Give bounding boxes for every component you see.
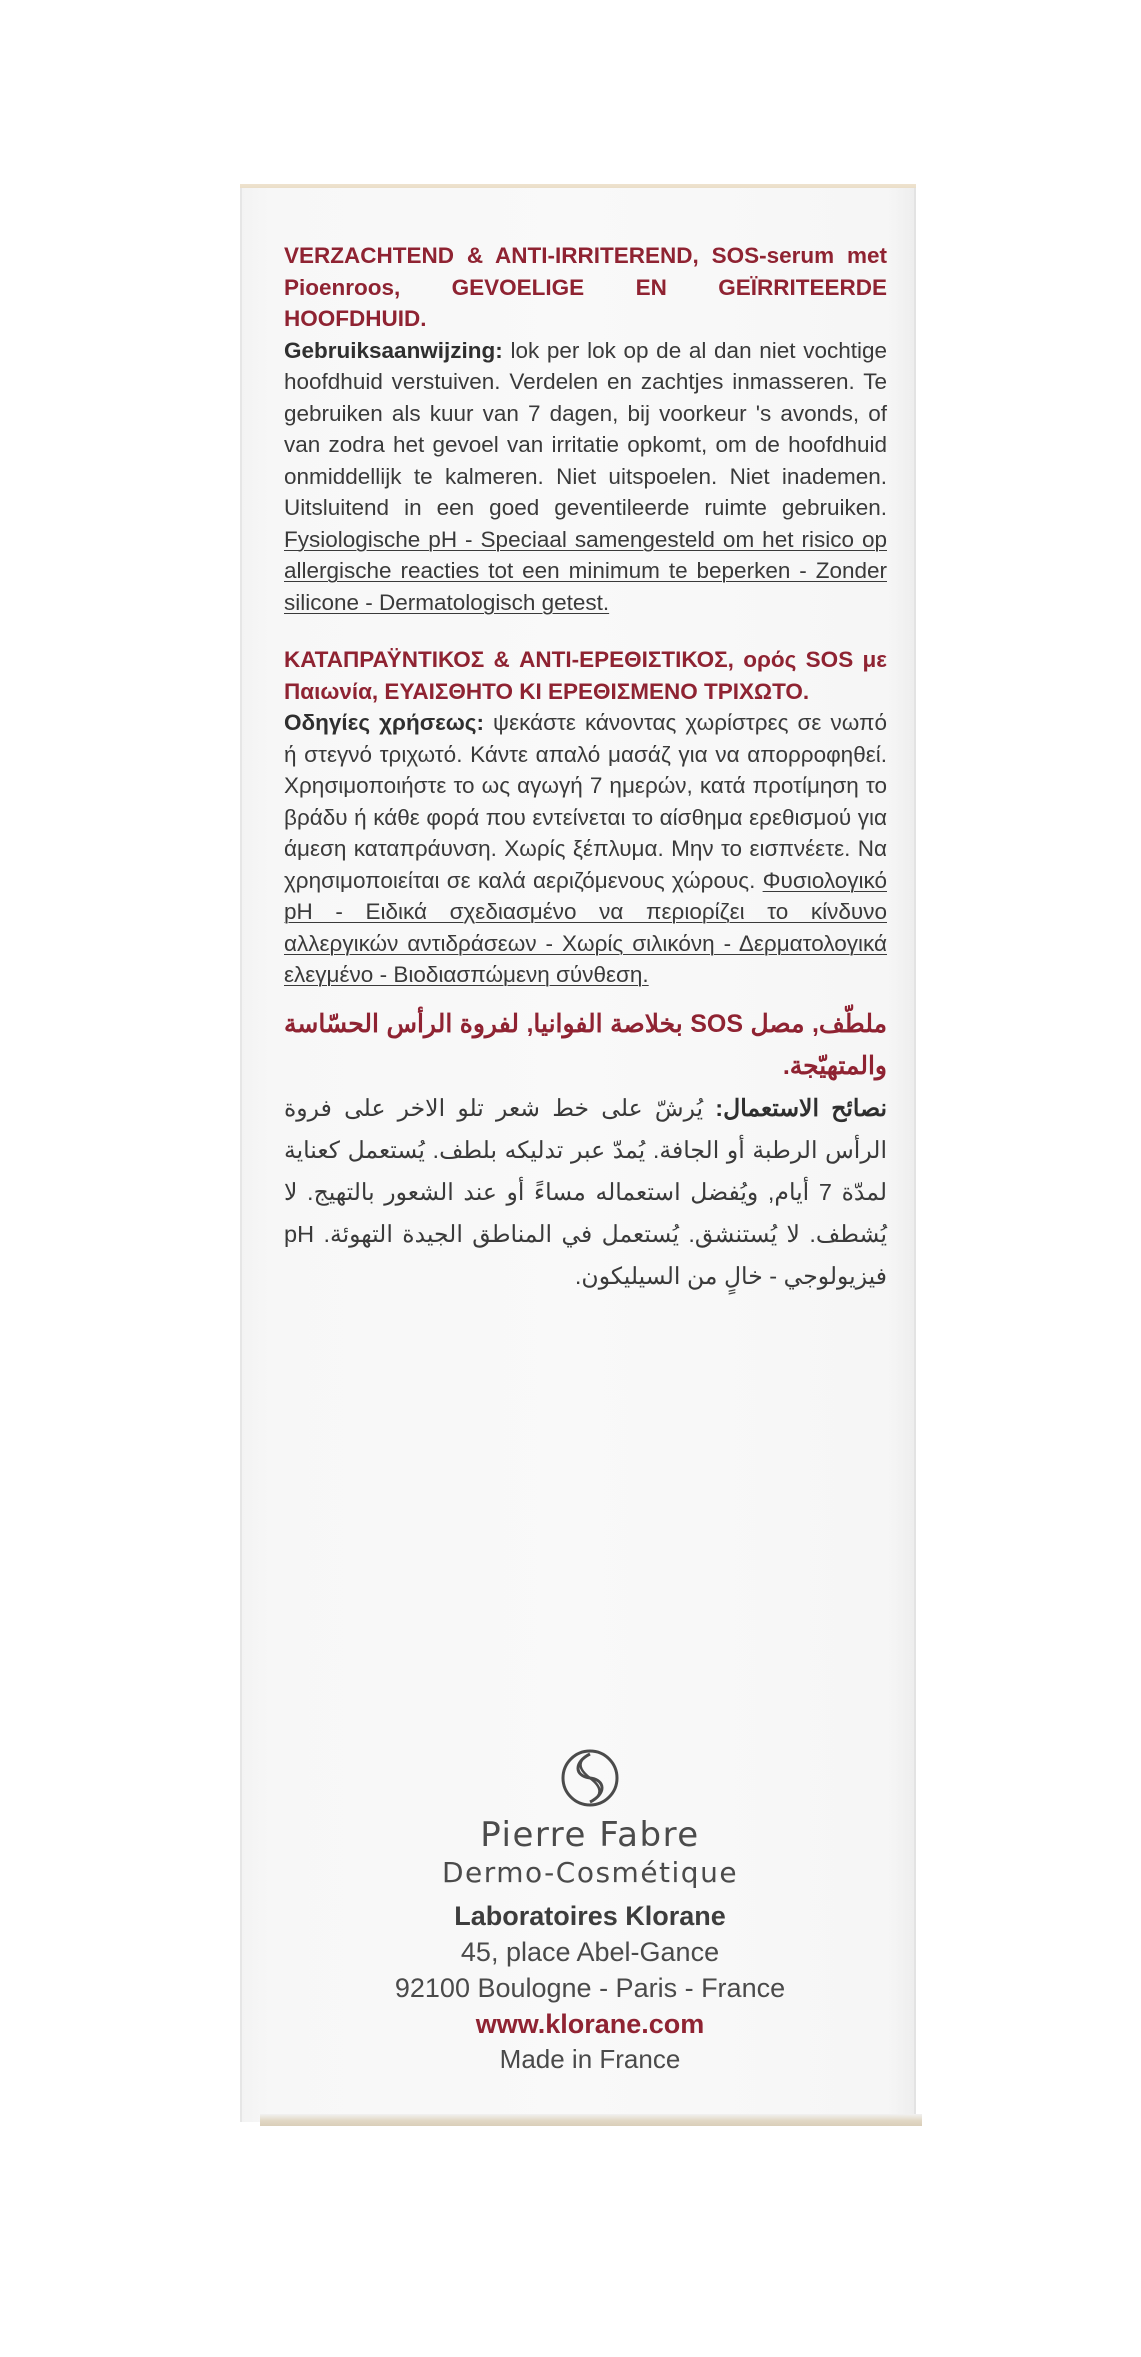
brand-name: Pierre Fabre	[480, 1815, 700, 1855]
address-line-1: 45, place Abel-Gance	[460, 1937, 720, 1967]
greek-heading: ΚΑΤΑΠΡΑΫΝΤΙΚΟΣ & ANTI-ΕΡΕΘΙΣΤΙΚΟΣ, ορός SOS με Παιωνία, ΕΥΑΙΣΘΗΤΟ ΚΙ ΕΡΕΘΙΣΜΕΝΟ ΤΡΙΧΩΤΟ.	[284, 647, 887, 704]
arabic-usage-label: نصائح الاستعمال:	[715, 1095, 888, 1121]
pierre-fabre-swirl-icon	[560, 1748, 620, 1808]
dutch-claims: Fysiologische pH - Speciaal samengesteld om het risico op allergische reacties tot een minimum te beperken - Zonder silicone - Dermatologisch getest.	[284, 526, 887, 615]
origin-text: Made in France	[499, 2044, 681, 2074]
greek-usage-text: ψεκάστε κάνοντας χωρίστρες σε νωπό ή στεγνό τριχωτό. Κάντε απαλό μασάζ για να απορροφηθεί. Χρησιμοποιήστε το ως αγωγή 7 ημερών, κατά προτίμηση το βράδυ ή κάθε φορά που εντείνεται το αίσθημα ερεθισμού για άμεση καταπράυνση. Χωρίς ξέπλυμα. Μην το εισπνέετε. Να χρησιμοποιείται σε καλά αεριζόμενους χώρους.	[284, 710, 887, 893]
dutch-usage-text: lok per lok op de al dan niet vochtige hoofdhuid verstuiven. Verdelen en zachtjes inmasseren. Te gebruiken als kuur van 7 dagen, bij voorkeur 's avonds, of van zodra het gevoel van irritatie opkomt, om de hoofdhuid onmiddellijk te kalmeren. Niet uitspoelen. Niet inademen. Uitsluitend in een goed geventileerde ruimte gebruiken.	[284, 337, 887, 520]
arabic-usage-text: يُرشّ على خط شعر تلو الاخر على فروة الرأس الرطبة أو الجافة. يُمدّ عبر تدليكه بلطف. يُستعمل كعناية لمدّة 7 أيام, ويُفضل استعماله مساءً أو عند الشعور بالتهيج. لا يُشطف. لا يُستنشق. يُستعمل في المناطق الجيدة التهوئة. pH فيزيولوجي - خالٍ من السيليكون.	[284, 1095, 887, 1289]
dutch-section	[284, 240, 887, 618]
arabic-heading: ملطّف, مصل SOS بخلاصة الفوانيا, لفروة الرأس الحسّاسة والمتهيّجة.	[284, 1010, 887, 1080]
greek-claims: Φυσιολογικό pH - Ειδικά σχεδιασμένο να περιορίζει το κίνδυνο αλλεργικών αντιδράσεων - Χωρίς σιλικόνη - Δερματολογικά ελεγμένο - Βιοδιασπώμενη σύνθεση.	[284, 867, 887, 987]
brand-division: Dermo-Cosmétique	[441, 1856, 739, 1889]
manufacturer-block	[300, 1748, 880, 2076]
dutch-usage-label: Gebruiksaanwijzing:	[284, 337, 503, 363]
website-link[interactable]: www.klorane.com	[475, 2009, 705, 2039]
box-bottom-edge	[260, 2114, 922, 2126]
laboratory-name: Laboratoires Klorane	[454, 1901, 726, 1931]
arabic-section	[284, 1003, 887, 1297]
dutch-heading: VERZACHTEND & ANTI-IRRITEREND, SOS-serum met Pioenroos, GEVOELIGE EN GEÏRRITEERDE HOOFDHUID.	[284, 243, 887, 331]
greek-section	[284, 644, 887, 991]
greek-usage-label: Οδηγίες χρήσεως:	[284, 710, 484, 735]
address-line-2: 92100 Boulogne - Paris - France	[394, 1973, 786, 2003]
